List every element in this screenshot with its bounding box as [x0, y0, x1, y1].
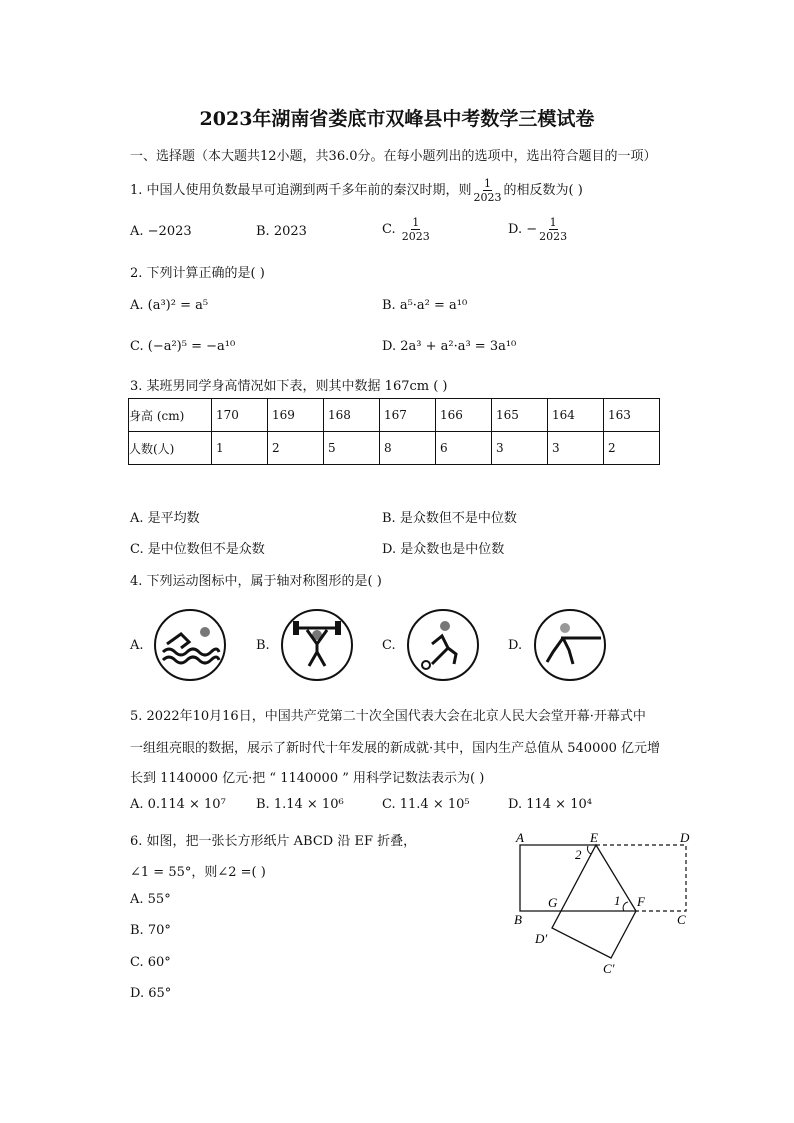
label-2: 2: [575, 847, 582, 862]
q5-line-1: 5. 2022年10月16日，中国共产党第二十次全国代表大会在北京人民大会堂开幕·开幕式中: [130, 709, 646, 724]
q2-option-b: B. a⁵·a² = a¹⁰: [382, 298, 468, 313]
q4-option-d: D.: [508, 638, 523, 653]
folded-rectangle-diagram: [500, 820, 700, 990]
table-cell: 168: [324, 399, 380, 432]
q3-option-a: A. 是平均数: [130, 511, 200, 526]
q5-line-3: 长到 1140000 亿元·把 “ 1140000 ” 用科学记数法表示为( ): [130, 771, 485, 786]
q1-stem: 1. 中国人使用负数最早可追溯到两千多年前的秦汉时期，则 $\frac{1}{2023}$ 的相反数为( ): [130, 177, 583, 204]
table-cell: 170: [212, 399, 268, 432]
label-d: D: [680, 830, 690, 845]
table-row: [129, 399, 660, 432]
q3-stem: 3. 某班男同学身高情况如下表，则其中数据 167cm ( ): [130, 379, 448, 394]
q4-option-a: A.: [130, 638, 144, 653]
table-cell: 1: [212, 432, 268, 465]
label-g: G: [548, 895, 558, 910]
q6-line-2: ∠1 = 55°，则∠2 =( ): [130, 865, 266, 880]
section-heading: 一、选择题（本大题共12小题，共36.0分。在每小题列出的选项中，选出符合题目的一项）: [130, 149, 657, 164]
table-cell: 167: [380, 399, 436, 432]
label-1: 1: [614, 893, 621, 908]
table-cell: 2: [604, 432, 660, 465]
table-cell: 166: [436, 399, 492, 432]
q6-line-1: 6. 如图，把一张长方形纸片 ABCD 沿 EF 折叠，: [130, 834, 417, 849]
football-icon: [406, 608, 480, 682]
table-cell: 169: [268, 399, 324, 432]
label-e: E: [590, 830, 598, 845]
q6-option-a: A. 55°: [130, 892, 171, 907]
label-a: A: [516, 830, 524, 845]
label-c: C: [677, 912, 686, 927]
table-cell: 3: [548, 432, 604, 465]
height-table: [128, 398, 660, 465]
q2-option-c: C. (−a²)⁵ = −a¹⁰: [130, 339, 236, 354]
table-row: [129, 432, 660, 465]
swimming-icon: [153, 608, 227, 682]
label-d-prime: D′: [535, 931, 548, 946]
q6-option-b: B. 70°: [130, 923, 171, 938]
table-cell: 165: [492, 399, 548, 432]
q4-option-c: C.: [382, 638, 396, 653]
q1-option-c: C. $\frac{1}{2023}$: [382, 216, 430, 243]
page-title: 2023年湖南省娄底市双峰县中考数学三模试卷: [199, 108, 595, 130]
table-cell: 163: [604, 399, 660, 432]
q2-stem: 2. 下列计算正确的是( ): [130, 266, 265, 281]
q5-option-c: C. 11.4 × 10⁵: [382, 797, 470, 812]
q1-option-d: D. − $\frac{1}{2023}$: [508, 216, 568, 243]
q3-option-c: C. 是中位数但不是众数: [130, 542, 265, 557]
table-cell: 6: [436, 432, 492, 465]
q4-option-b: B.: [256, 638, 270, 653]
q3-option-b: B. 是众数但不是中位数: [382, 511, 517, 526]
q5-option-d: D. 114 × 10⁴: [508, 797, 592, 812]
table-cell: 2: [268, 432, 324, 465]
label-c-prime: C′: [603, 961, 615, 976]
q6-option-d: D. 65°: [130, 986, 172, 1001]
q2-option-a: A. (a³)² = a⁵: [130, 298, 209, 313]
table-cell: 5: [324, 432, 380, 465]
q4-stem: 4. 下列运动图标中，属于轴对称图形的是( ): [130, 574, 382, 589]
q3-option-d: D. 是众数也是中位数: [382, 542, 505, 557]
q5-option-b: B. 1.14 × 10⁶: [256, 797, 344, 812]
label-f: F: [637, 894, 645, 909]
q1-option-b: B. 2023: [256, 224, 307, 239]
weightlifting-icon: [280, 608, 354, 682]
q5-option-a: A. 0.114 × 10⁷: [130, 797, 226, 812]
fencing-icon: [533, 608, 607, 682]
q6-option-c: C. 60°: [130, 955, 171, 970]
q5-line-2: 一组组亮眼的数据，展示了新时代十年发展的新成就·其中，国内生产总值从 540000 亿元增: [130, 741, 661, 756]
table-header: 身高 (cm): [129, 399, 212, 432]
table-cell: 8: [380, 432, 436, 465]
table-header: 人数(人): [129, 432, 212, 465]
q1-option-a: A. −2023: [130, 224, 192, 239]
q2-option-d: D. 2a³ + a²·a³ = 3a¹⁰: [382, 339, 517, 354]
table-cell: 164: [548, 399, 604, 432]
table-cell: 3: [492, 432, 548, 465]
label-b: B: [514, 912, 522, 927]
